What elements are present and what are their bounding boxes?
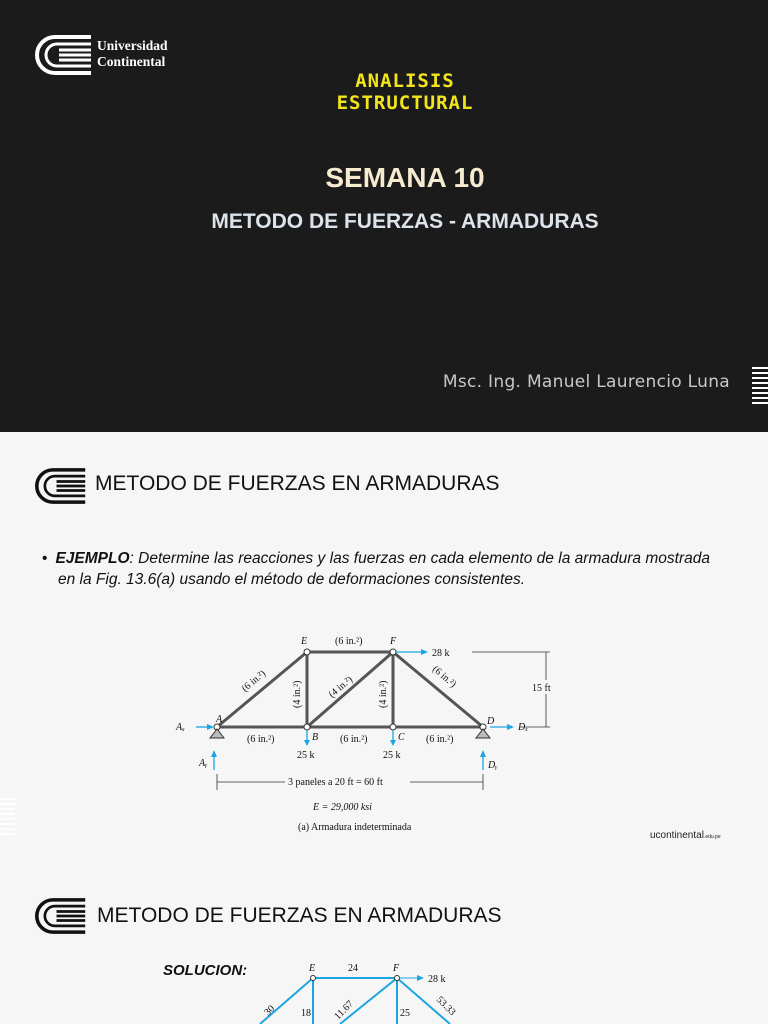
solution-load-arrow: [400, 975, 424, 981]
title-slide: [0, 0, 768, 432]
load-F-label: 28 k: [432, 648, 450, 659]
load-arrows: [196, 649, 514, 770]
bullet-text: : Determine las reacciones y las fuerzas en cada elemento de la armadura mostrada en la Fig. 13.6(a) usando el método de deformaciones consistentes.: [58, 550, 710, 588]
course-line-2: ESTRUCTURAL: [336, 92, 474, 114]
member-EB-label: (4 in.²): [292, 680, 303, 708]
node-D-label: D: [487, 716, 495, 727]
footer-brand: [650, 830, 721, 841]
node-E-label: E: [301, 636, 308, 647]
load-B-label: 25 k: [297, 750, 315, 761]
brand-line-1: Universidad: [97, 38, 168, 53]
example-bullet: [42, 548, 710, 590]
university-logo-icon: [35, 898, 87, 934]
member-AB-label: (6 in.²): [247, 734, 275, 745]
truss-figure: [170, 630, 570, 850]
force-FD-label: 53.33: [433, 994, 458, 1019]
university-logo-icon: [35, 468, 87, 504]
member-BF-label: (4 in.²): [326, 674, 355, 701]
university-name: [97, 38, 168, 70]
topic-title: METODO DE FUERZAS - ARMADURAS: [211, 210, 599, 233]
reaction-Ay-label: Aᵧ: [199, 758, 208, 769]
week-title: SEMANA 10: [325, 162, 485, 193]
author-name: Msc. Ing. Manuel Laurencio Luna: [442, 372, 730, 392]
support-A-icon: [210, 729, 224, 738]
member-BC-label: (6 in.²): [340, 734, 368, 745]
menu-bars-icon: [0, 798, 15, 835]
load-F-label: 28 k: [428, 974, 446, 985]
bullet-dot: •: [42, 550, 48, 567]
slide-title: METODO DE FUERZAS EN ARMADURAS: [95, 472, 500, 495]
example-slide: [0, 434, 768, 864]
node-C-label: C: [398, 732, 405, 743]
course-line-1: ANALISIS: [355, 70, 455, 92]
force-AE-label: 30: [262, 1003, 278, 1019]
reaction-Dx-label: Dₓ: [518, 722, 529, 733]
solution-label: SOLUCION:: [163, 962, 248, 979]
course-title: [0, 70, 768, 114]
truss-members: [217, 652, 483, 727]
force-FC-label: 25: [400, 1008, 410, 1019]
figure-caption: (a) Armadura indeterminada: [298, 822, 412, 833]
reaction-Dy-label: Dᵧ: [488, 760, 498, 771]
university-logo-icon: [35, 35, 93, 75]
truss-solution-figure: [240, 962, 480, 1024]
bullet-label: EJEMPLO: [55, 550, 130, 567]
node-A-label: A: [216, 714, 223, 725]
brand-line-2: Continental: [97, 54, 166, 69]
reaction-Ax-label: Aₓ: [176, 722, 185, 733]
footer-brand-name: ucontinental: [650, 830, 704, 841]
node-B-label: B: [312, 732, 319, 743]
member-EF-label: (6 in.²): [335, 636, 363, 647]
force-EB-label: 18: [301, 1008, 311, 1019]
support-D-icon: [476, 729, 490, 738]
menu-bars-icon: [752, 367, 768, 404]
member-FC-label: (4 in.²): [378, 680, 389, 708]
modulus-label: E = 29,000 ksi: [313, 802, 372, 813]
force-EF-label: 24: [348, 963, 358, 974]
member-CD-label: (6 in.²): [426, 734, 454, 745]
member-FD-label: (6 in.²): [430, 663, 459, 690]
force-BF-label: 11.67: [332, 998, 356, 1023]
footer-domain: .edu.pe: [703, 834, 721, 840]
node-F-label: F: [393, 963, 400, 974]
node-F-label: F: [390, 636, 397, 647]
solution-slide: [0, 866, 768, 1024]
member-AE-label: (6 in.²): [239, 668, 268, 695]
span-label: 3 paneles a 20 ft = 60 ft: [288, 777, 383, 788]
solution-members: [260, 978, 450, 1024]
load-C-label: 25 k: [383, 750, 401, 761]
node-E-label: E: [309, 963, 316, 974]
height-label: 15 ft: [532, 683, 551, 694]
slide-title: METODO DE FUERZAS EN ARMADURAS: [97, 904, 502, 927]
